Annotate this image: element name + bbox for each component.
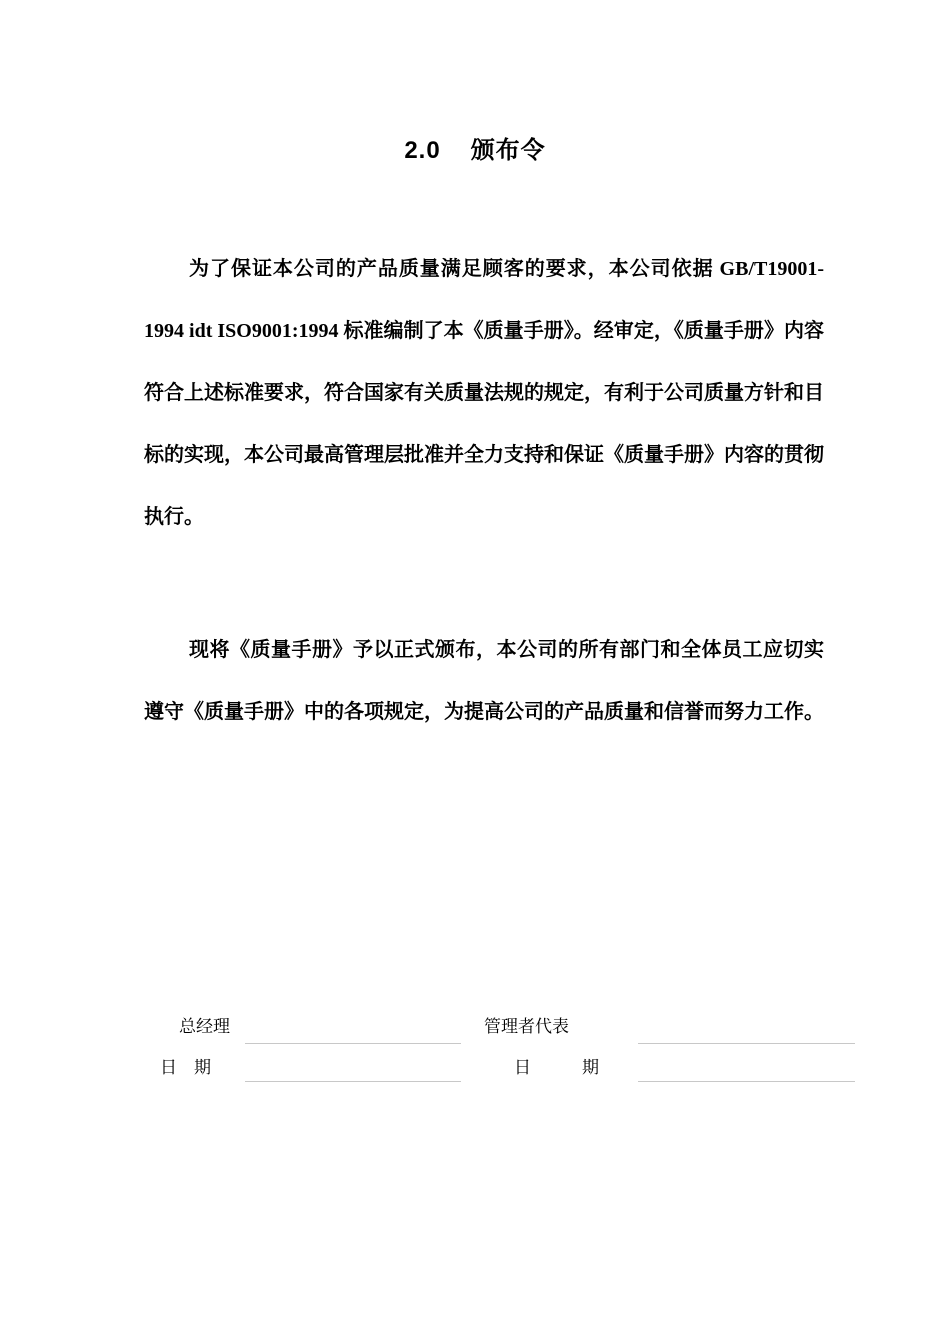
- management-rep-signature-line: [638, 1043, 855, 1044]
- paragraph-1: 为了保证本公司的产品质量满足顾客的要求，本公司依据 GB/T19001-1994 idt ISO9001:1994 标准编制了本《质量手册》。经审定，《质量手册》内容符合上述标准要求，符合国家有关质量法规的规定，有利于公司质量方针和目标的实现，本公司最高管理层批准并全力支持和保证《质量手册》内容的贯彻执行。: [144, 258, 824, 528]
- date-line-right: [638, 1081, 855, 1082]
- management-rep-label: 管理者代表: [484, 1017, 569, 1037]
- date-label-left: 日 期: [160, 1058, 211, 1078]
- general-manager-signature-line: [245, 1043, 461, 1044]
- general-manager-label: 总经理: [179, 1017, 230, 1037]
- section-number: 2.0: [404, 137, 441, 164]
- date-label-right: 日 期: [514, 1058, 599, 1078]
- date-line-left: [245, 1081, 461, 1082]
- page-title: [0, 132, 950, 169]
- section-title: 颁布令: [470, 136, 546, 164]
- paragraph-2: 现将《质量手册》予以正式颁布，本公司的所有部门和全体员工应切实遵守《质量手册》中的各项规定，为提高公司的产品质量和信誉而努力工作。: [144, 639, 824, 723]
